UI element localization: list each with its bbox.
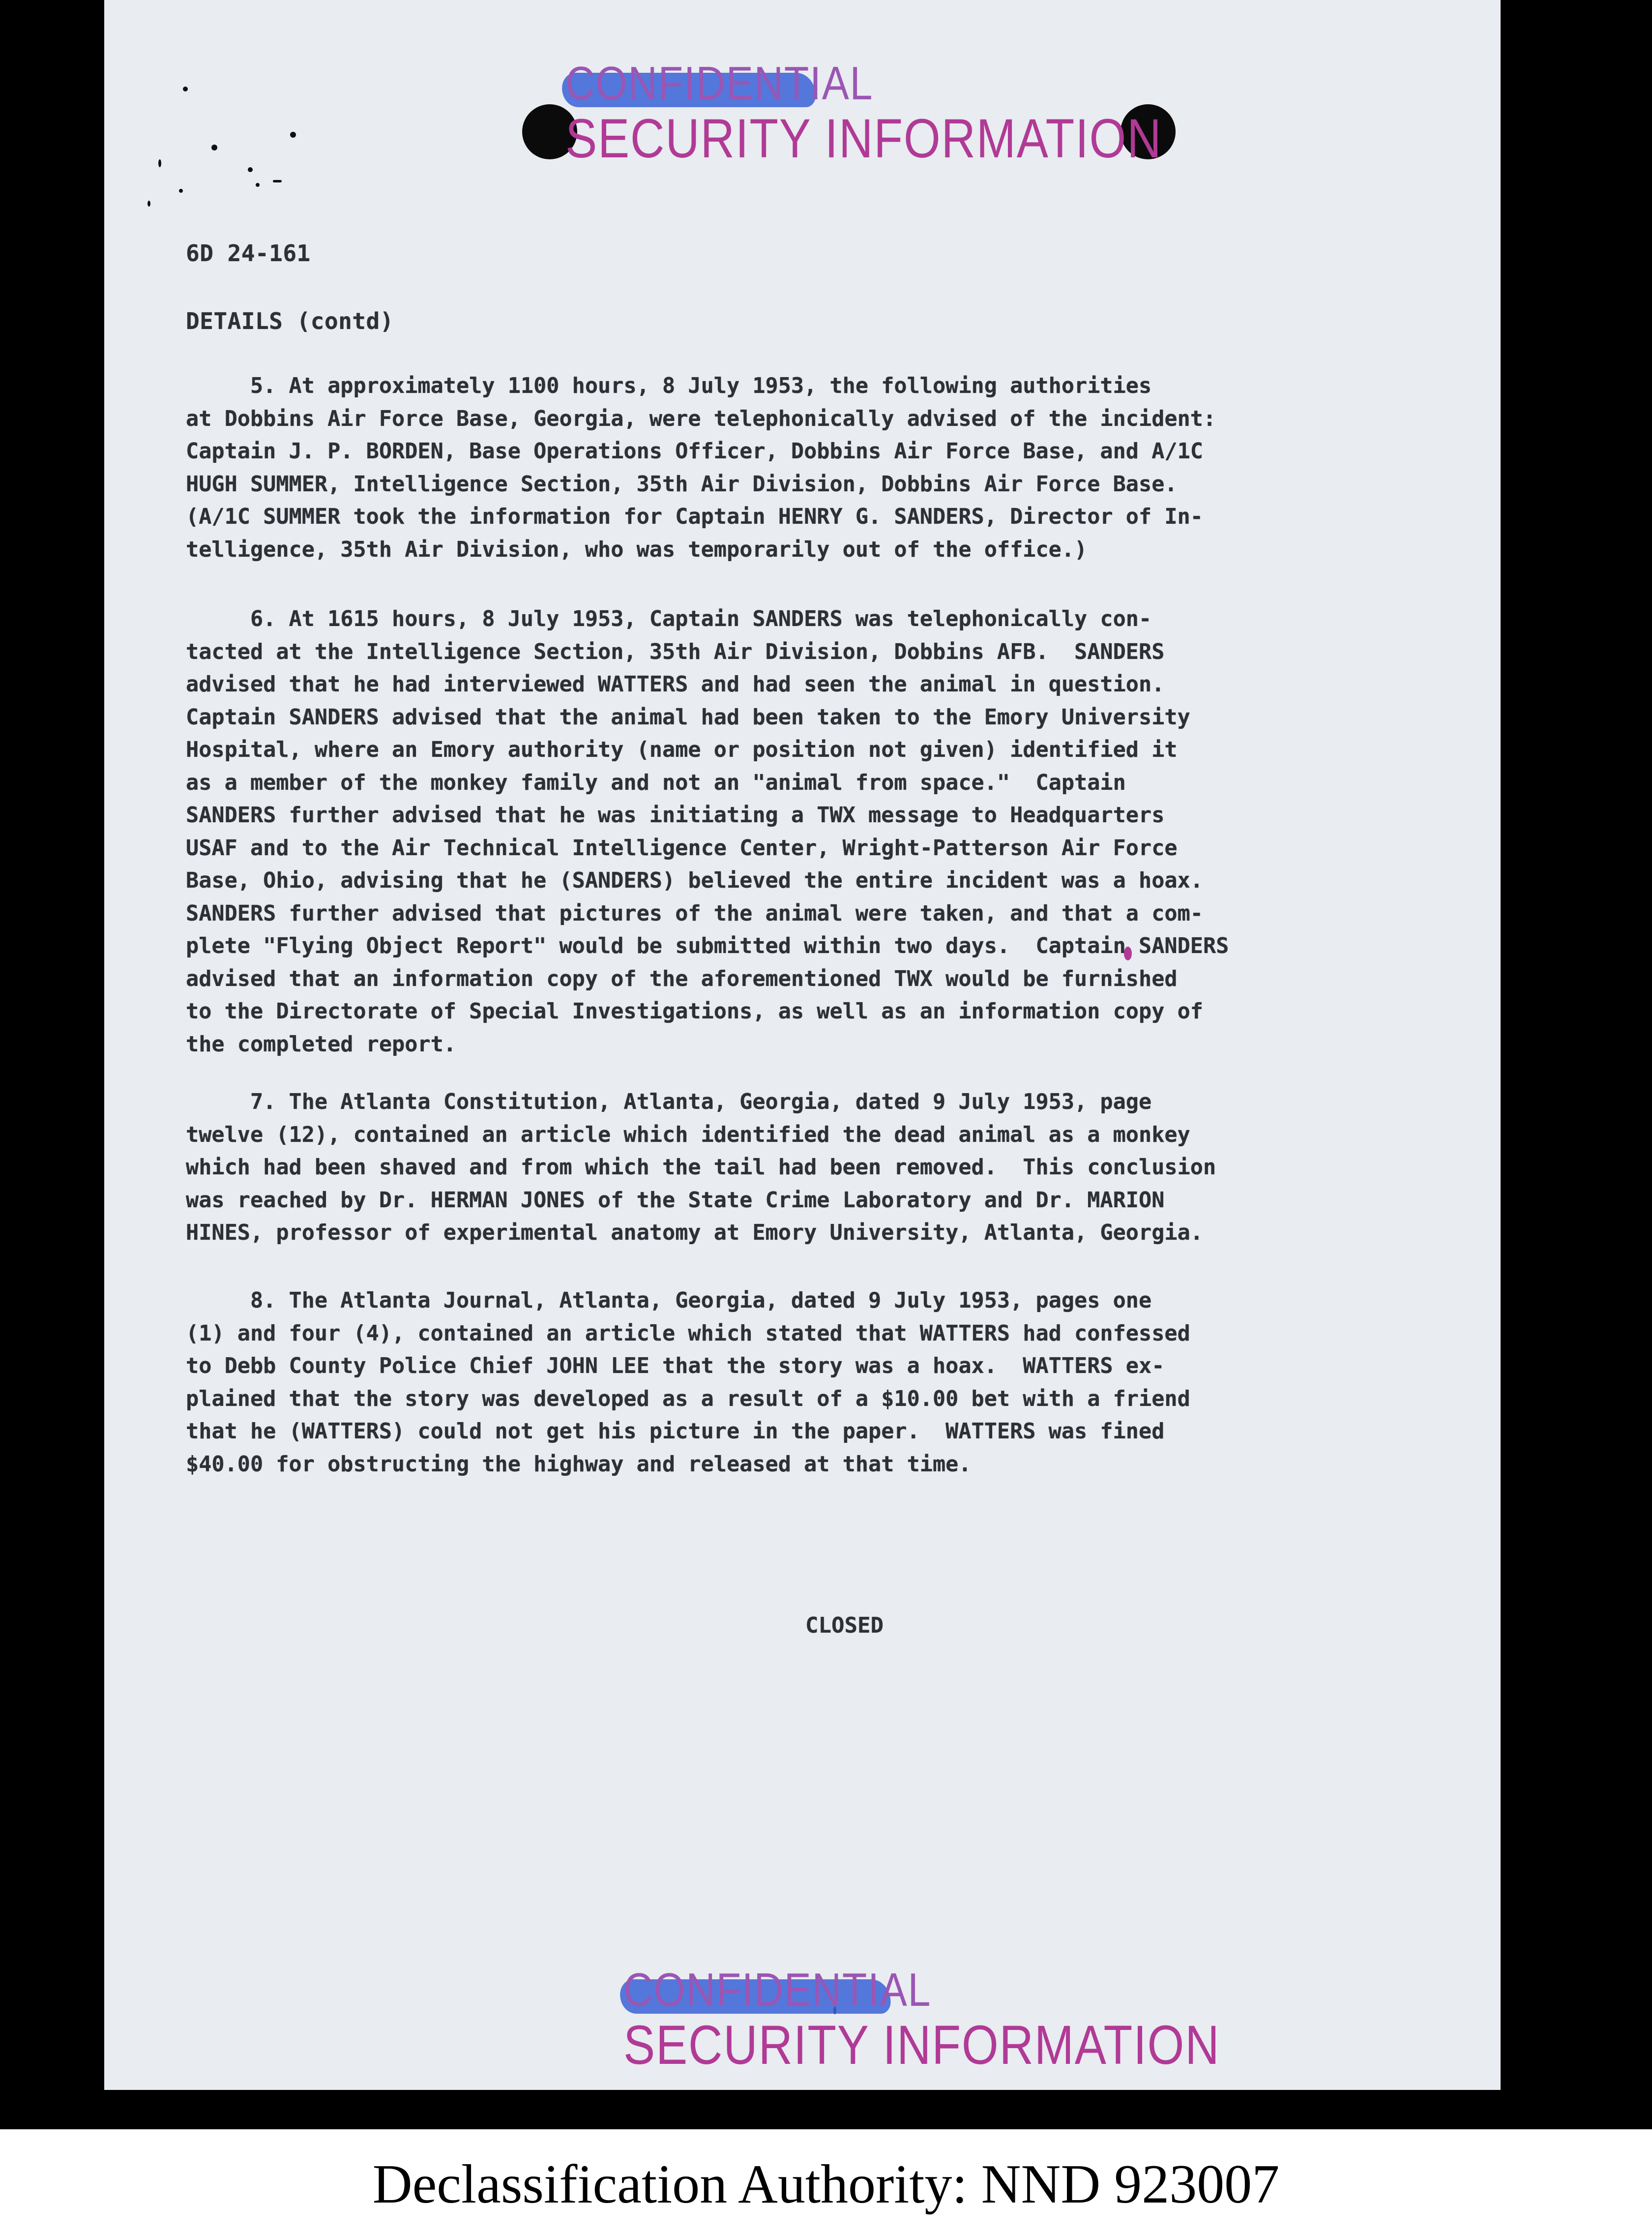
declassification-authority: Declassification Authority: NND 923007 [372, 2154, 1280, 2215]
ink-speck [248, 167, 253, 172]
confidential-stamp-bottom [623, 1965, 1220, 2075]
ink-speck [256, 183, 260, 187]
text-line: telligence, 35th Air Division, who was temporarily out of the office.) [186, 537, 1088, 562]
text-line: twelve (12), contained an article which identified the dead animal as a monkey [186, 1122, 1190, 1147]
text-line: (A/1C SUMMER took the information for Captain HENRY G. SANDERS, Director of In- [186, 505, 1203, 529]
text-line: as a member of the monkey family and not an "animal from space." Captain [186, 770, 1126, 795]
text-line: HUGH SUMMER, Intelligence Section, 35th Air Division, Dobbins Air Force Base. [186, 472, 1178, 497]
confidential-stamp-top [565, 58, 1162, 168]
ink-speck [290, 132, 296, 138]
paragraph-8 [186, 1284, 1484, 1481]
ink-speck [179, 189, 183, 193]
text-line: SANDERS further advised that pictures of the animal were taken, and that a com- [186, 901, 1203, 926]
ink-speck [183, 87, 188, 91]
text-line: plete "Flying Object Report" would be submitted within two days. Captain SANDERS [186, 934, 1229, 958]
text-line: 7. The Atlanta Constitution, Atlanta, Georgia, dated 9 July 1953, page [186, 1090, 1152, 1114]
text-line: plained that the story was developed as a result of a $10.00 bet with a friend [186, 1386, 1190, 1411]
stamp-line-confidential: CONFIDENTIAL [565, 58, 1162, 109]
text-line: SANDERS further advised that he was initiating a TWX message to Headquarters [186, 803, 1165, 828]
text-line: 5. At approximately 1100 hours, 8 July 1953, the following authorities [186, 374, 1152, 398]
details-heading: DETAILS (contd) [186, 308, 394, 334]
text-line: at Dobbins Air Force Base, Georgia, were telephonically advised of the incident: [186, 406, 1216, 431]
text-line: USAF and to the Air Technical Intelligence Center, Wright-Patterson Air Force [186, 835, 1178, 861]
text-line: the completed report. [186, 1032, 456, 1057]
text-line: HINES, professor of experimental anatomy at Emory University, Atlanta, Georgia. [186, 1221, 1203, 1245]
text-line: advised that he had interviewed WATTERS and had seen the animal in question. [186, 672, 1165, 697]
ink-speck [158, 159, 161, 167]
paragraph-5 [186, 370, 1484, 566]
text-line: to the Directorate of Special Investigations, as well as an information copy of [186, 999, 1203, 1024]
ink-speck [211, 145, 217, 150]
stamp-line-security-information: SECURITY INFORMATION [623, 2014, 1220, 2076]
text-line: Captain SANDERS advised that the animal had been taken to the Emory University [186, 705, 1190, 730]
file-number: 6D 24-161 [186, 240, 311, 267]
text-line: 8. The Atlanta Journal, Atlanta, Georgia, dated 9 July 1953, pages one [186, 1288, 1152, 1313]
closed-label: CLOSED [805, 1613, 884, 1638]
text-line: which had been shaved and from which the tail had been removed. This conclusion [186, 1155, 1216, 1180]
text-line: 6. At 1615 hours, 8 July 1953, Captain SANDERS was telephonically con- [186, 607, 1152, 631]
text-line: advised that an information copy of the aforementioned TWX would be furnished [186, 966, 1178, 991]
stamp-line-confidential: CONFIDENTIAL [623, 1965, 1220, 2016]
text-line: Hospital, where an Emory authority (name or position not given) identified it [186, 738, 1178, 762]
text-line: tacted at the Intelligence Section, 35th Air Division, Dobbins AFB. SANDERS [186, 639, 1165, 664]
text-line: was reached by Dr. HERMAN JONES of the State Crime Laboratory and Dr. MARION [186, 1188, 1165, 1213]
text-line: Base, Ohio, advising that he (SANDERS) believed the entire incident was a hoax. [186, 868, 1203, 893]
paragraph-7 [186, 1086, 1484, 1250]
stamp-line-security-information: SECURITY INFORMATION [565, 108, 1162, 169]
text-line: Captain J. P. BORDEN, Base Operations Officer, Dobbins Air Force Base, and A/1C [186, 439, 1203, 464]
text-line: that he (WATTERS) could not get his picture in the paper. WATTERS was fined [186, 1419, 1165, 1444]
text-line: $40.00 for obstructing the highway and released at that time. [186, 1452, 972, 1477]
text-line: (1) and four (4), contained an article which stated that WATTERS had confessed [186, 1321, 1190, 1346]
text-line: to Debb County Police Chief JOHN LEE that the story was a hoax. WATTERS ex- [186, 1354, 1165, 1378]
ink-speck [273, 180, 282, 182]
paragraph-6 [186, 603, 1484, 1061]
ink-speck [148, 201, 150, 207]
